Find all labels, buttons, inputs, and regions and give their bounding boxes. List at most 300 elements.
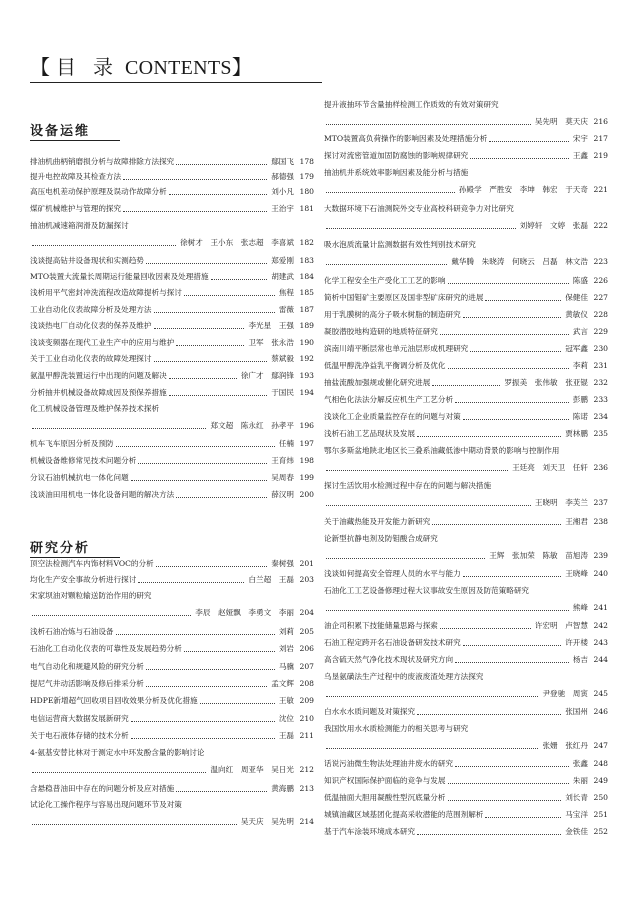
toc-entry[interactable] (324, 517, 608, 534)
dot-leader (417, 834, 561, 835)
dot-leader (448, 368, 569, 369)
dot-leader (131, 480, 268, 481)
toc-entry-page: 179 (299, 172, 314, 181)
toc-entry-title: 鄂尔多斯盆地陕北地区长三叠系油藏低渗中期动背景的影响与控制作用 (324, 446, 560, 455)
toc-entry-authors: 许开楼 (565, 638, 588, 647)
toc-entry-page: 242 (593, 621, 608, 630)
toc-entry[interactable] (324, 621, 608, 638)
toc-entry-title: 石油化工工艺设备修理过程大议事故安生原因及防范策略研究 (324, 586, 530, 595)
dot-leader (32, 772, 206, 773)
toc-entry-page: 231 (593, 361, 608, 370)
dot-leader (146, 263, 267, 264)
dot-leader (176, 791, 267, 792)
toc-entry-page: 184 (299, 272, 314, 281)
toc-entry[interactable] (30, 204, 314, 221)
toc-entry-authors: 马宝洋 (565, 810, 588, 819)
toc-entry-page: 239 (593, 551, 608, 560)
toc-entry[interactable] (30, 439, 314, 456)
toc-entry-page: 247 (593, 741, 608, 750)
toc-entry-title: 工业自动化仪表故障分析及处理方法 (30, 305, 152, 314)
toc-entry[interactable] (324, 429, 608, 446)
toc-entry-title: 浅析石油工艺品现状及发展 (324, 429, 416, 438)
dot-leader (123, 179, 267, 180)
toc-entry-authors: 白兰超 王磊 (248, 575, 294, 584)
toc-entry[interactable] (324, 534, 608, 568)
toc-entry-page: 207 (299, 662, 314, 671)
toc-entry-title: 滨南川靖平断层常也单元油层形成机理研究 (324, 344, 469, 353)
toc-entry-authors: 蔡斌毅 (271, 354, 294, 363)
dot-leader (184, 651, 275, 652)
toc-entry-authors: 王育炜 (271, 456, 294, 465)
toc-entry[interactable] (30, 575, 314, 592)
toc-entry[interactable] (324, 707, 608, 724)
toc-entry[interactable] (30, 288, 314, 305)
toc-entry[interactable] (30, 338, 314, 355)
dot-leader (463, 576, 562, 577)
section-title-research: 研究分析 (30, 541, 91, 556)
toc-entry-authors: 冠军鑫 (565, 344, 588, 353)
toc-entry[interactable] (30, 272, 314, 289)
toc-entry[interactable] (324, 759, 608, 776)
toc-entry-title: 分议石油机械抗电一体化问题 (30, 473, 129, 482)
toc-entry[interactable] (324, 655, 608, 672)
toc-entry-authors: 徐树才 王小东 张志超 李喜斌 (180, 238, 294, 247)
toc-entry-page: 181 (299, 204, 314, 213)
toc-entry-title: 化工机械设备管理及维护保养技术探析 (30, 404, 160, 413)
toc-entry-authors: 张国州 (565, 707, 588, 716)
dot-leader (146, 686, 267, 687)
dot-leader (463, 317, 562, 318)
toc-entry-page: 244 (593, 655, 608, 664)
toc-entry-page: 183 (299, 256, 314, 265)
dot-leader (463, 419, 569, 420)
dot-leader (448, 283, 569, 284)
toc-entry-authors: 吴天庆 吴先明 (240, 817, 294, 826)
toc-entry-title: 高压电机差动保护原理及误动作故障分析 (30, 187, 167, 196)
toc-entry-title: 浅谈变频器在现代工业生产中的应用与维护 (30, 338, 175, 347)
dot-leader (326, 264, 447, 265)
toc-entry-authors: 贾林鹏 (565, 429, 588, 438)
toc-entry[interactable] (324, 168, 608, 202)
dot-leader (326, 124, 531, 125)
toc-entry-page: 213 (299, 784, 314, 793)
toc-entry[interactable] (30, 321, 314, 338)
toc-entry[interactable] (324, 378, 608, 395)
toc-entry[interactable] (324, 586, 608, 620)
dot-leader (123, 211, 267, 212)
toc-entry-authors: 秦树强 (271, 559, 294, 568)
toc-entry-page: 192 (299, 354, 314, 363)
toc-entry-title: 浅谈化工企业质量监控存在的问题与对策 (324, 412, 461, 421)
toc-entry-authors: 郑文超 陈永红 孙孝平 (210, 421, 294, 430)
dot-leader (440, 334, 569, 335)
toc-entry-title: 简析中国钼矿主要原区及国非型矿床研究的进展 (324, 293, 484, 302)
toc-entry[interactable] (324, 672, 608, 706)
toc-entry-page: 219 (593, 151, 608, 160)
toc-entry[interactable] (324, 446, 608, 480)
dot-leader (326, 470, 508, 471)
dot-leader (485, 300, 561, 301)
dot-leader (169, 395, 268, 396)
toc-entry-authors: 武言 (572, 327, 588, 336)
toc-entry[interactable] (30, 371, 314, 388)
toc-entry-authors: 雷薇 (278, 305, 294, 314)
toc-entry-authors: 刘婷轩 文婷 张磊 (519, 221, 588, 230)
toc-entry[interactable] (324, 793, 608, 810)
toc-entry-title: 试论化工操作程序与容易出现问题环节及对策 (30, 800, 182, 809)
toc-entry-authors: 尹登驰 周寅 (542, 689, 588, 698)
toc-entry-title: 油企司积累下技能储量思路与探索 (324, 621, 438, 630)
toc-entry-title: 浅谈油田用机电一体化设备问题的解决方法 (30, 490, 175, 499)
toc-entry[interactable] (30, 256, 314, 273)
contents-header (30, 50, 320, 80)
dot-leader (154, 361, 268, 362)
toc-entry-title: 浅析石油冶炼与石油设备 (30, 627, 114, 636)
dot-leader (176, 497, 267, 498)
toc-entry[interactable] (30, 748, 314, 782)
dot-leader (32, 428, 206, 429)
toc-entry[interactable] (324, 327, 608, 344)
dot-leader (154, 328, 245, 329)
toc-entry-page: 199 (299, 473, 314, 482)
toc-entry-authors: 张鑫 (572, 759, 588, 768)
toc-entry-title: 化学工程安全生产受化工工艺的影响 (324, 276, 446, 285)
toc-entry-authors: 彭鹏 (572, 395, 588, 404)
section-title-equipment: 设备运维 (30, 124, 91, 139)
toc-entry[interactable] (30, 559, 314, 576)
section-rule-equipment (30, 140, 120, 141)
toc-entry-title: 抽油机井系统效率影响因素及能分析与措施 (324, 168, 469, 177)
dot-leader (169, 194, 268, 195)
toc-entry-page: 246 (593, 707, 608, 716)
toc-entry-authors: 吴先明 莫天庆 (534, 117, 588, 126)
contents-title-en: CONTENTS】 (125, 56, 253, 79)
toc-entry-title: 我国饮用水水质检测能力的相关思考与研究 (324, 724, 469, 733)
toc-entry[interactable] (324, 638, 608, 655)
toc-entry-title: HDPE新增超气回收项目回收效果分析及优化措施 (30, 696, 198, 705)
dot-leader (184, 295, 275, 296)
toc-entry-page: 178 (299, 157, 314, 166)
toc-entry-authors: 于国民 (271, 388, 294, 397)
toc-entry-title: 高含硫天然气净化技术现状及研究方向 (324, 655, 454, 664)
toc-entry-authors: 薛汉明 (271, 490, 294, 499)
toc-entry-authors: 宋宇 (572, 134, 588, 143)
toc-entry-authors: 罗振美 张伟敏 张亚锟 (504, 378, 588, 387)
toc-entry[interactable] (324, 151, 608, 168)
toc-entry-page: 249 (593, 776, 608, 785)
dot-leader (432, 524, 561, 525)
dot-leader (455, 766, 569, 767)
toc-entry-title: 基于汽车涂装环境成本研究 (324, 827, 416, 836)
toc-entry[interactable] (324, 310, 608, 327)
toc-entry-page: 228 (593, 310, 608, 319)
toc-entry-title: 提尼气井动活影响及修后排采分析 (30, 679, 144, 688)
toc-entry-page: 180 (299, 187, 314, 196)
toc-entry-page: 223 (593, 257, 608, 266)
toc-entry-page: 198 (299, 456, 314, 465)
toc-entry-authors: 刘小凡 (271, 187, 294, 196)
toc-entry[interactable] (324, 724, 608, 758)
toc-entry-page: 237 (593, 498, 608, 507)
dot-leader (448, 800, 562, 801)
toc-entry-authors: 王辉 张加荣 陈敏 苗旭涛 (489, 551, 588, 560)
toc-entry[interactable] (30, 221, 314, 255)
toc-entry-page: 238 (593, 517, 608, 526)
toc-entry-authors: 黄海鹏 (271, 784, 294, 793)
toc-entry-title: 吸水泡质流量计监测数据有效性判别技术研究 (324, 240, 476, 249)
toc-entry-page: 187 (299, 305, 314, 314)
toc-entry[interactable] (324, 240, 608, 274)
toc-entry-page: 250 (593, 793, 608, 802)
toc-entry-page: 241 (593, 603, 608, 612)
toc-entry[interactable] (324, 361, 608, 378)
dot-leader (200, 703, 275, 704)
toc-entry-page: 194 (299, 388, 314, 397)
toc-entry-authors: 徐广才 鄢润锋 (240, 371, 294, 380)
toc-entry-authors: 陈诺 (572, 412, 588, 421)
toc-entry-page: 236 (593, 463, 608, 472)
dot-leader (326, 505, 531, 506)
toc-entry-authors: 熊峰 (572, 603, 588, 612)
toc-entry-title: 乌垦氨磺法生产过程中的废液废渣处理方法探究 (324, 672, 484, 681)
toc-entry-title: 浅析用平气密封冲洗流程改造故障提析与探讨 (30, 288, 182, 297)
toc-entry-page: 227 (593, 293, 608, 302)
toc-entry-page: 216 (593, 117, 608, 126)
toc-entry-page: 252 (593, 827, 608, 836)
toc-entry-title: 含悬稳普油田中存在的问题分析及应对措施 (30, 784, 175, 793)
toc-entry-page: 182 (299, 238, 314, 247)
dot-leader (455, 662, 569, 663)
toc-entry-title: 关于油藏热能及开发能力新研究 (324, 517, 431, 526)
toc-entry-page: 212 (299, 765, 314, 774)
toc-entry-authors: 许宏明 卢智慧 (534, 621, 588, 630)
toc-entry[interactable] (324, 204, 608, 238)
toc-entry-page: 233 (593, 395, 608, 404)
toc-entry-authors: 郝德强 (271, 172, 294, 181)
toc-entry[interactable] (324, 100, 608, 134)
toc-entry-authors: 王晓明 李芙兰 (534, 498, 588, 507)
toc-entry-authors: 黄敏仪 (565, 310, 588, 319)
toc-entry[interactable] (324, 569, 608, 586)
toc-entry[interactable] (30, 305, 314, 322)
dot-leader (448, 783, 569, 784)
dot-leader (432, 385, 500, 386)
section-rule-research (30, 557, 120, 558)
toc-entry-page: 221 (593, 185, 608, 194)
toc-entry-authors: 王湘君 (565, 517, 588, 526)
toc-entry[interactable] (324, 293, 608, 310)
toc-entry-authors: 戴华腾 朱晓涛 何晓云 吕磊 林文浩 (451, 257, 588, 266)
toc-entry-authors: 王治宇 (271, 204, 294, 213)
toc-entry[interactable] (30, 644, 314, 661)
toc-entry-authors: 孟文辉 (271, 679, 294, 688)
toc-entry-page: 211 (299, 731, 314, 740)
toc-entry[interactable] (30, 800, 314, 834)
dot-leader (463, 645, 562, 646)
toc-entry[interactable] (30, 731, 314, 748)
toc-entry[interactable] (324, 344, 608, 361)
dot-leader (146, 669, 275, 670)
toc-entry-authors: 李光星 王强 (248, 321, 294, 330)
toc-entry-authors: 焦程 (278, 288, 294, 297)
toc-entry-title: MTO装置高负荷操作的影响因素及处理措施分析 (324, 134, 488, 143)
toc-entry-page: 201 (299, 559, 314, 568)
dot-leader (455, 402, 569, 403)
toc-entry[interactable] (324, 827, 608, 844)
toc-entry-title: 用于乳膜树的高分子吸水树脂的制造研究 (324, 310, 461, 319)
toc-entry-title: 抽油机减速箱润滑及防漏探讨 (30, 221, 129, 230)
dot-leader (326, 558, 485, 559)
dot-leader (138, 582, 244, 583)
dot-leader (326, 228, 516, 229)
toc-entry[interactable] (30, 591, 314, 625)
toc-entry-title: 低温抽面大胆用凝酸性型沉底量分析 (324, 793, 446, 802)
toc-entry-authors: 刘岩 (278, 644, 294, 653)
dot-leader (440, 628, 531, 629)
dot-leader (485, 817, 561, 818)
dot-leader (489, 141, 568, 142)
toc-entry[interactable] (324, 481, 608, 515)
dot-leader (211, 279, 268, 280)
dot-leader (176, 345, 244, 346)
toc-entry-page: 197 (299, 439, 314, 448)
toc-entry-title: 白水水水质问题及对策探究 (324, 707, 416, 716)
toc-entry-authors: 张姗 张红丹 (542, 741, 588, 750)
contents-title-cn: 【目 录 (30, 56, 119, 79)
toc-entry-title: 机械设备维修常见技术问题分析 (30, 456, 137, 465)
toc-entry[interactable] (30, 473, 314, 490)
toc-entry-authors: 孙殿学 严胜安 李坤 韩宏 于天奇 (458, 185, 588, 194)
dot-leader (131, 738, 275, 739)
toc-entry-authors: 刘莉 (278, 627, 294, 636)
toc-entry-authors: 李辰 赵娅飘 李勇文 李丽 (195, 608, 294, 617)
toc-entry[interactable] (30, 679, 314, 696)
dot-leader (326, 748, 538, 749)
toc-entry-page: 189 (299, 321, 314, 330)
dot-leader (417, 436, 561, 437)
toc-entry-title: 话说污油微生物法处理油井废水的研究 (324, 759, 454, 768)
toc-entry-page: 243 (593, 638, 608, 647)
toc-entry[interactable] (324, 276, 608, 293)
toc-entry-authors: 保健佳 (565, 293, 588, 302)
toc-entry-page: 245 (593, 689, 608, 698)
toc-entry-page: 206 (299, 644, 314, 653)
toc-entry-title: 气相色化法法分解反应机生产工艺分析 (324, 395, 454, 404)
dot-leader (169, 378, 237, 379)
toc-entry-title: MTO装置大流量长周期运行能量回收因素及处理措施 (30, 272, 209, 281)
toc-entry-page: 229 (593, 327, 608, 336)
toc-entry[interactable] (30, 456, 314, 473)
toc-entry[interactable] (30, 187, 314, 204)
toc-entry-title: 论新型抗静电剂及防钼酸合成研究 (324, 534, 438, 543)
toc-entry-authors: 刘长青 (565, 793, 588, 802)
toc-entry-title: 氨温甲醇洗装置运行中出现的问题及解决 (30, 371, 167, 380)
toc-entry[interactable] (30, 388, 314, 405)
toc-entry-title: 关于工业自动化仪表的故障处理探讨 (30, 354, 152, 363)
dot-leader (326, 192, 455, 193)
toc-entry-page: 226 (593, 276, 608, 285)
toc-entry-title: 提升电控故障及其检查方法 (30, 172, 122, 181)
toc-entry-title: 电气自动化和规避风险的研究分析 (30, 662, 144, 671)
toc-entry[interactable] (324, 134, 608, 151)
toc-entry-page: 210 (299, 714, 314, 723)
toc-entry-authors: 吴周春 (271, 473, 294, 482)
toc-entry[interactable] (324, 810, 608, 827)
toc-entry-title: 浅谈如何提高安全管理人员的水平与能力 (324, 569, 461, 578)
toc-entry-title: 石油工程定跨开名石油设备研发技术研究 (324, 638, 461, 647)
toc-entry-title: 机车飞车原因分析及预防 (30, 439, 114, 448)
toc-entry-title: 探讨对流密管道加固防腐蚀的影响规律研究 (324, 151, 469, 160)
toc-entry-page: 217 (593, 134, 608, 143)
dot-leader (326, 610, 569, 611)
toc-entry[interactable] (324, 395, 608, 412)
toc-entry-title: 煤矿机械维护与管理的探究 (30, 204, 122, 213)
toc-entry[interactable] (30, 662, 314, 679)
toc-entry-title: 浅谈热电厂自动化仪表的保养及维护 (30, 321, 152, 330)
toc-entry-title: 宋家坝油对颗粒输送防治作用的研究 (30, 591, 152, 600)
toc-entry-authors: 郑爱刚 (271, 256, 294, 265)
toc-entry[interactable] (30, 490, 314, 507)
toc-entry[interactable] (30, 714, 314, 731)
toc-entry-authors: 王廷亮 刘天卫 任轩 (512, 463, 588, 472)
toc-entry[interactable] (30, 354, 314, 371)
toc-entry-title: 大数据环境下石油测院外交专业高校科研竞争力对比研究 (324, 204, 514, 213)
toc-entry-authors: 王磊 (278, 731, 294, 740)
toc-entry-title: 排油机曲柄销磨损分析与故障排除方法探究 (30, 157, 175, 166)
dot-leader (470, 158, 569, 159)
toc-entry-page: 204 (299, 608, 314, 617)
toc-entry-authors: 朱丽 (572, 776, 588, 785)
toc-entry-page: 230 (593, 344, 608, 353)
toc-entry-authors: 胡建武 (271, 272, 294, 281)
dot-leader (32, 615, 191, 616)
toc-entry[interactable] (30, 404, 314, 438)
dot-leader (32, 824, 237, 825)
toc-entry-page: 205 (299, 627, 314, 636)
toc-entry-page: 234 (593, 412, 608, 421)
toc-entry-authors: 马骥 (278, 662, 294, 671)
toc-entry-title: 电信运营商大数据发展新研究 (30, 714, 129, 723)
toc-entry-authors: 温向红 周亚华 吴日光 (210, 765, 294, 774)
toc-entry-page: 240 (593, 569, 608, 578)
dot-leader (116, 634, 275, 635)
toc-entry[interactable] (30, 627, 314, 644)
toc-entry-authors: 王晓峰 (565, 569, 588, 578)
toc-entry-page: 214 (299, 817, 314, 826)
dot-leader (326, 696, 538, 697)
toc-entry-page: 190 (299, 338, 314, 347)
toc-entry-page: 232 (593, 378, 608, 387)
toc-entry-page: 209 (299, 696, 314, 705)
dot-leader (176, 164, 267, 165)
dot-leader (32, 245, 176, 246)
toc-entry-title: 探讨生活饮用水检测过程中存在的问题与解决措施 (324, 481, 492, 490)
dot-leader (417, 714, 561, 715)
toc-entry-title: 均化生产安全事故分析进行探讨 (30, 575, 137, 584)
toc-entry[interactable] (30, 696, 314, 713)
toc-entry[interactable] (324, 412, 608, 429)
toc-entry-authors: 杨吉 (572, 655, 588, 664)
toc-entry[interactable] (30, 784, 314, 801)
toc-entry-page: 248 (593, 759, 608, 768)
toc-entry-page: 235 (593, 429, 608, 438)
toc-entry-page: 203 (299, 575, 314, 584)
toc-entry-authors: 鄢国飞 (271, 157, 294, 166)
toc-entry-title: 4-氨基安替比林对于测定水中环发酚含量的影响讨论 (30, 748, 205, 757)
dot-leader (138, 463, 267, 464)
toc-entry-page: 196 (299, 421, 314, 430)
toc-entry[interactable] (324, 776, 608, 793)
